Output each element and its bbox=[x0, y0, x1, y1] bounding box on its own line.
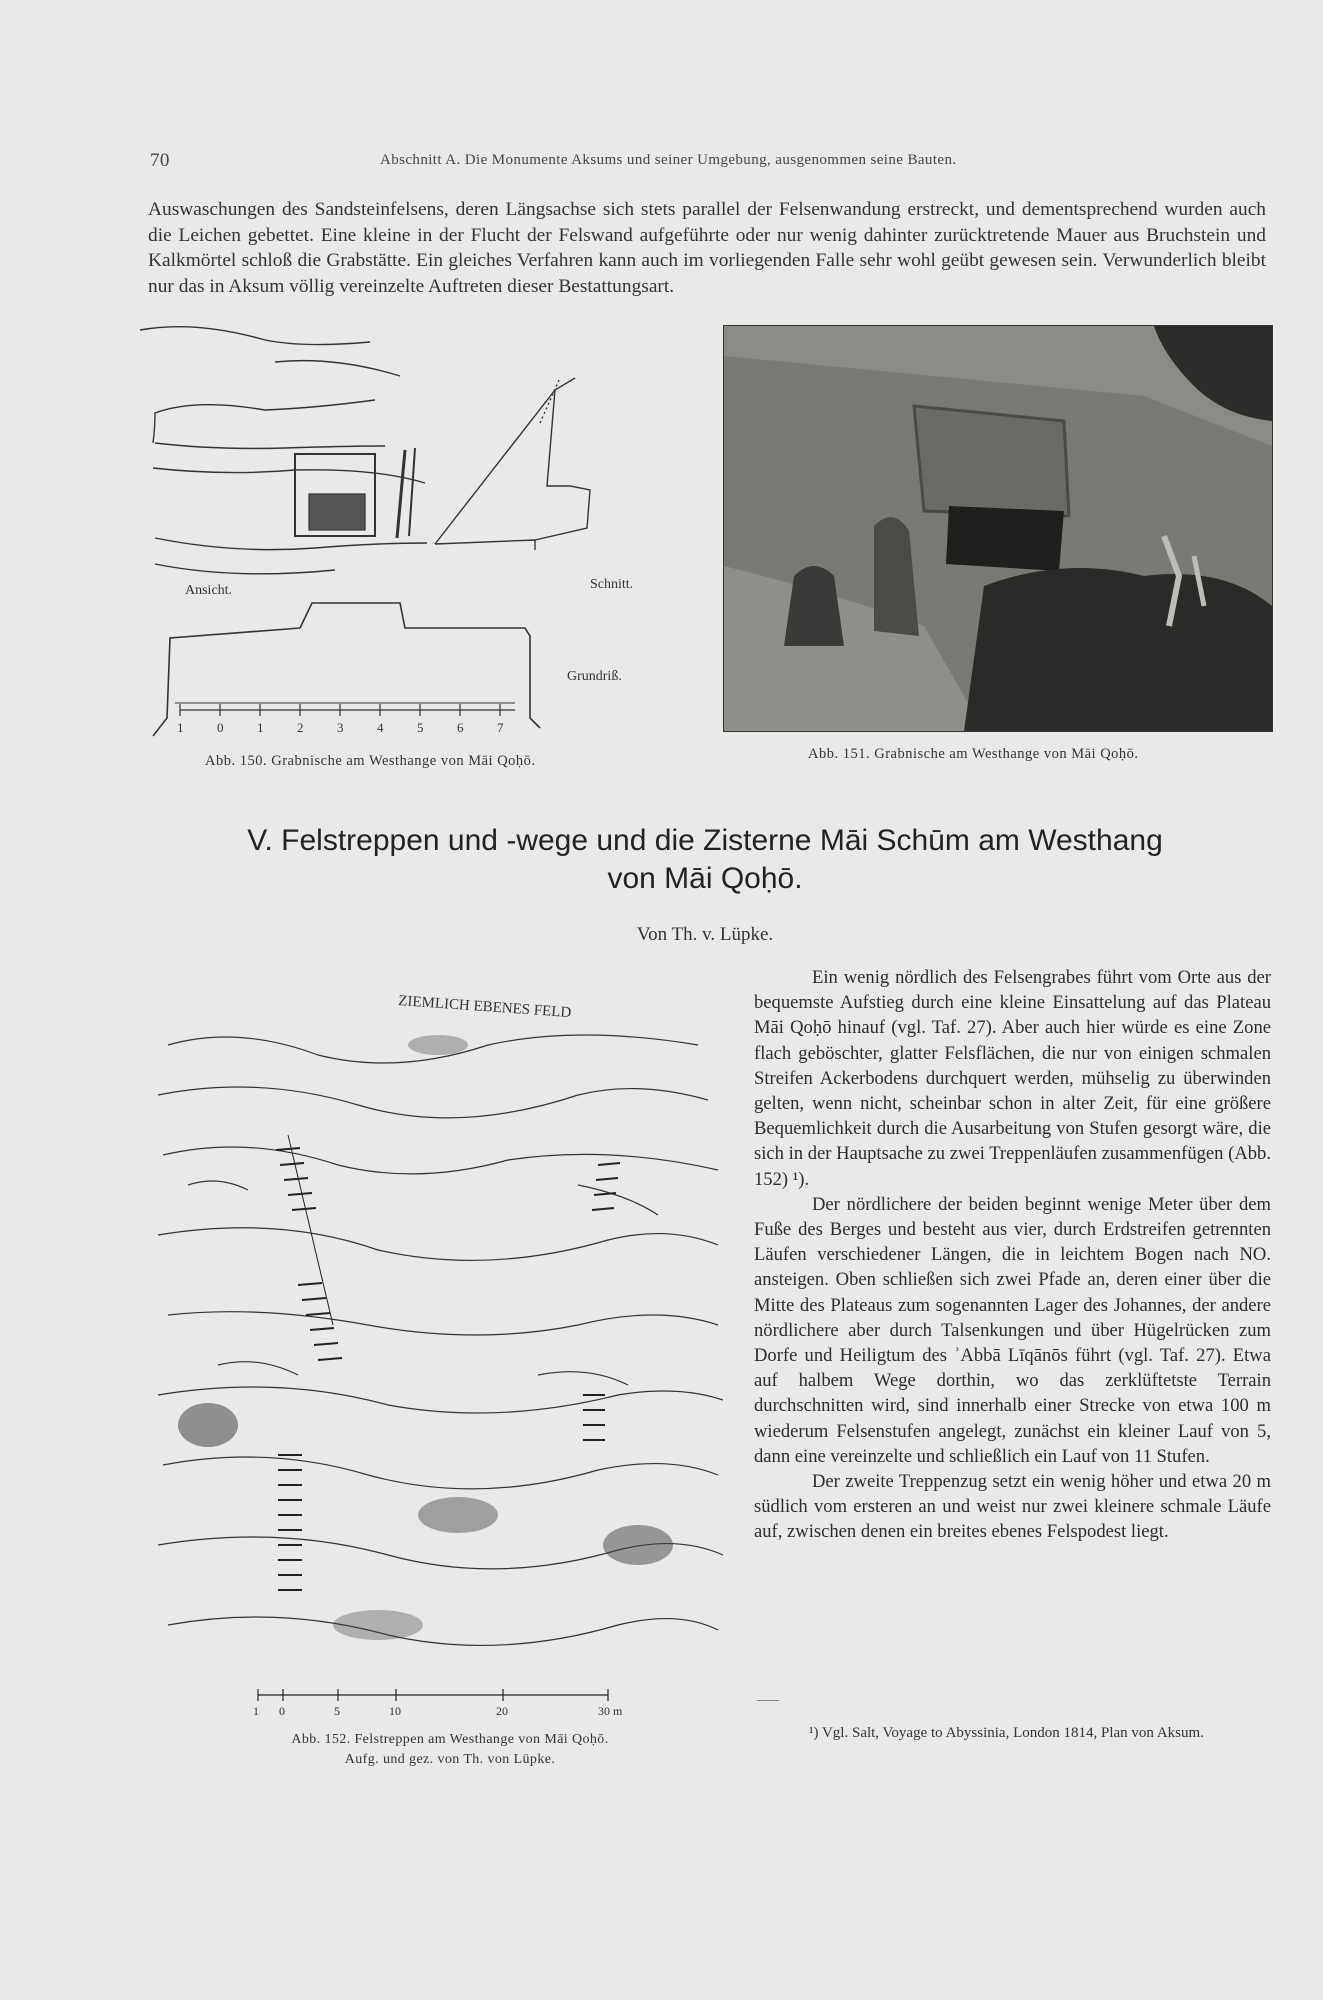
figure-150-drawing bbox=[135, 318, 695, 748]
section-title-line2: von Māi Qoḥō. bbox=[607, 862, 803, 895]
label-section: Schnitt. bbox=[590, 577, 634, 592]
vegetation-clusters bbox=[178, 1035, 673, 1640]
figure-152-caption-line1: Abb. 152. Felstreppen am Westhange von Māi Qoḥō. bbox=[291, 1732, 609, 1747]
running-title: Abschnitt A. Die Monumente Aksums und seiner Umgebung, ausgenommen seine Bauten. bbox=[380, 152, 957, 168]
scale-tick-label: 2 bbox=[297, 720, 304, 735]
scale-tick-label: 7 bbox=[497, 720, 504, 735]
body-text-column bbox=[754, 965, 1271, 1545]
rock-face-photo bbox=[724, 326, 1272, 731]
body-paragraph-3: Der zweite Treppenzug setzt ein wenig höher und etwa 20 m südlich vom ersteren an und weist nur zwei kleinere schmale Läufe auf, zwischen denen ein breites ebenes Felspodest liegt. bbox=[754, 1471, 1271, 1543]
scale-tick-label: 0 bbox=[279, 1704, 285, 1718]
figure-152-sketch bbox=[158, 985, 728, 1730]
footnote bbox=[757, 1722, 1272, 1744]
page-number: 70 bbox=[150, 150, 170, 171]
figure-151-caption: Abb. 151. Grabnische am Westhange von Māi Qoḥō. bbox=[808, 746, 1139, 762]
scale-labels-152 bbox=[253, 1704, 623, 1718]
figure-151-photo bbox=[723, 325, 1273, 732]
scale-tick-label: 4 bbox=[377, 720, 384, 735]
body-paragraph-1: Ein wenig nördlich des Felsengrabes führt vom Orte aus der bequemste Aufstieg durch eine kleine Einsattelung auf das Plateau Māi Qoḥō hinauf (vgl. Taf. 27). Aber auch hier würde es eine Zone flach geböschter, glatter Felsflächen, die nur von einigen schmalen Streifen Ackerbodens durchquert werden, mühselig zu überwinden gelten, wenn nicht, scheinbar schon in alter Zeit, für eine größere Bequemlichkeit durch die Ausarbeitung von Stufen gesorgt wäre, die sich in der Hauptsache zu zwei Treppenläufen zusammenfügen (Abb. 152) ¹). bbox=[754, 967, 1271, 1190]
footnote-divider bbox=[757, 1700, 779, 1701]
grave-niche-drawing bbox=[135, 318, 695, 748]
stair-run-north bbox=[276, 1135, 342, 1360]
scale-tick-label: 20 bbox=[496, 1704, 508, 1718]
plan-view bbox=[153, 603, 540, 736]
scale-tick-label: 5 bbox=[334, 1704, 340, 1718]
sketch-field-label: ZIEMLICH EBENES FELD bbox=[397, 993, 572, 1022]
figure-150-caption: Abb. 150. Grabnische am Westhange von Māi Qoḥō. bbox=[205, 753, 536, 769]
scale-bar-152 bbox=[258, 1689, 608, 1701]
body-paragraph-2: Der nördlichere der beiden beginnt wenige Meter über dem Fuße des Berges und besteht aus vier, durch Erdstreifen getrennten Läufen verschiedener Längen, die in leichtem Bogen nach NO. ansteigen. Oben schließen sich zwei Pfade an, deren einer über die Mitte des Plateaus zum sogenannten Lager des Johannes, der andere nördlichere aber durch Talsenkungen und über Hügelrücken zum Dorfe und Heiligtum des ʾAbbā Līqānōs führt (vgl. Taf. 27). Etwa auf halbem Wege dorthin, wo das zerklüftetste Terrain durchschnitten wird, sind innerhalb einer Strecke von etwa 100 m wiederum Felsenstufen angelegt, zunächst ein kleiner Lauf von 5, dann eine vereinzelte und schließlich ein Lauf von 11 Stufen. bbox=[754, 1193, 1271, 1467]
scale-tick-label: 0 bbox=[217, 720, 224, 735]
figure-152-caption-line2: Aufg. und gez. von Th. von Lüpke. bbox=[344, 1752, 556, 1767]
intro-paragraph: Auswaschungen des Sandsteinfelsens, deren Längsachse sich stets parallel der Felsenwandung erstreckt, und dementsprechend wurden auch die Leichen gebettet. Eine kleine in der Flucht der Felswand aufgeführte oder nur wenig dahinter zurücktretende Mauer aus Bruchstein und Kalkmörtel schloß die Grabstätte. Ein gleiches Verfahren kann auch im vorliegenden Falle sehr wohl geübt gewesen sein. Verwunderlich bleibt nur das in Aksum völlig vereinzelte Auftreten dieser Bestattungsart. bbox=[148, 199, 1266, 297]
footnote-text: ¹) Vgl. Salt, Voyage to Abyssinia, London 1814, Plan von Aksum. bbox=[809, 1725, 1204, 1741]
figure-152-caption bbox=[200, 1730, 700, 1770]
scale-tick-label: 6 bbox=[457, 720, 464, 735]
scale-tick-label: 1 bbox=[253, 1704, 259, 1718]
scale-tick-label: 5 bbox=[417, 720, 424, 735]
author-byline: Von Th. v. Lüpke. bbox=[636, 924, 774, 945]
rock-steps-sketch bbox=[158, 985, 728, 1730]
scale-tick-label: 3 bbox=[337, 720, 344, 735]
section-title bbox=[150, 822, 1260, 898]
scale-tick-label: 1 bbox=[177, 720, 184, 735]
section-view bbox=[435, 378, 590, 550]
label-plan: Grundriß. bbox=[567, 669, 622, 684]
label-view: Ansicht. bbox=[185, 583, 233, 598]
scale-tick-label: 10 bbox=[389, 1704, 401, 1718]
scale-tick-label: 30 m bbox=[598, 1704, 623, 1718]
scale-tick-label: 1 bbox=[257, 720, 264, 735]
section-title-line1: V. Felstreppen und -wege und die Zisterne Māi Schūm am Westhang bbox=[247, 824, 1163, 857]
elevation-view bbox=[140, 327, 427, 574]
scale-labels-150 bbox=[177, 720, 504, 735]
scale-bar-150 bbox=[180, 704, 515, 716]
